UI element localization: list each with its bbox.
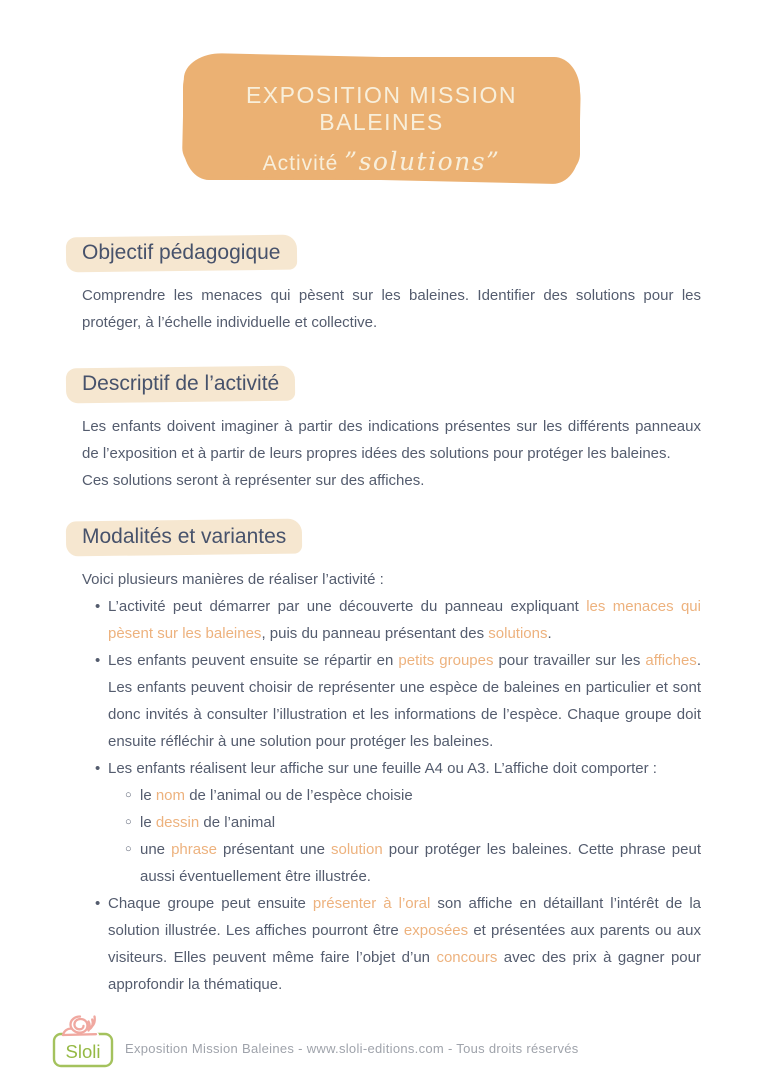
descriptif-paragraph-2: Ces solutions seront à représenter sur des affiches. bbox=[82, 472, 425, 489]
footer-credit: Exposition Mission Baleines - www.sloli-editions.com - Tous droits réservés bbox=[125, 1041, 579, 1056]
sub-list-item-2-text: le dessin de l’animal bbox=[140, 814, 276, 831]
heading-highlight: Descriptif de l’activité bbox=[82, 369, 279, 399]
sub-list-item-1-text: le nom de l’animal ou de l’espèce choisie bbox=[140, 787, 413, 804]
circle-bullet-icon bbox=[125, 809, 140, 836]
list-item-2 bbox=[82, 647, 701, 755]
circle-bullet-icon bbox=[125, 782, 140, 809]
section-modalites bbox=[82, 522, 701, 998]
bullet-icon bbox=[95, 647, 108, 755]
section-objectif-heading bbox=[82, 238, 701, 268]
document-subtitle bbox=[183, 147, 580, 176]
subtitle-script-word: ”solutions” bbox=[344, 147, 501, 176]
list-item-2-text: Les enfants peuvent ensuite se répartir en petits groupes pour travailler sur les affiches. Les enfants peuvent choisir de représenter une espèce de baleines en particulier et sont donc invités à consulter l’illustration et les informations de l’espèce. Chaque groupe doit ensuite réfléchir à une solution pour protéger les baleines. bbox=[108, 652, 701, 750]
section-modalites-heading bbox=[82, 522, 701, 552]
section-descriptif bbox=[82, 369, 701, 494]
list-item-4-text: Chaque groupe peut ensuite présenter à l’oral son affiche en détaillant l’intérêt de la solution illustrée. Les affiches pourront être exposées et présentées aux parents ou aux visiteurs. Elles peuvent même faire l’objet d’un concours avec des prix à gagner pour approfondir la thématique. bbox=[108, 895, 701, 993]
modalites-intro: Voici plusieurs manières de réaliser l’activité : bbox=[82, 571, 384, 588]
bullet-icon bbox=[95, 890, 108, 998]
logo-wordmark: Sloli bbox=[65, 1041, 101, 1062]
descriptif-paragraph-1: Les enfants doivent imaginer à partir des indications présentes sur les différents panneaux de l’exposition et à partir de leurs propres idées des solutions pour protéger les baleines. bbox=[82, 418, 701, 462]
sub-list-item-1 bbox=[82, 782, 701, 809]
subtitle-prefix: Activité bbox=[262, 152, 339, 175]
list-item-3-text: Les enfants réalisent leur affiche sur une feuille A4 ou A3. L’affiche doit comporter : bbox=[108, 760, 657, 777]
heading-highlight: Objectif pédagogique bbox=[82, 238, 281, 268]
title-banner bbox=[183, 57, 580, 180]
sub-list-item-3 bbox=[82, 836, 701, 890]
list-item-1 bbox=[82, 593, 701, 647]
objectif-paragraph: Comprendre les menaces qui pèsent sur les baleines. Identifier des solutions pour les protéger, à l’échelle individuelle et collective. bbox=[82, 287, 701, 331]
sub-list-item-2 bbox=[82, 809, 701, 836]
document-title: EXPOSITION MISSION BALEINES bbox=[245, 82, 518, 135]
list-item-3 bbox=[82, 755, 701, 782]
section-objectif bbox=[82, 238, 701, 336]
list-item-4 bbox=[82, 890, 701, 998]
bullet-icon bbox=[95, 755, 108, 782]
section-descriptif-heading bbox=[82, 369, 701, 399]
sub-list-item-3-text: une phrase présentant une solution pour protéger les baleines. Cette phrase peut aussi éventuellement être illustrée. bbox=[140, 841, 701, 885]
heading-highlight: Modalités et variantes bbox=[82, 522, 286, 552]
bullet-icon bbox=[95, 593, 108, 647]
circle-bullet-icon bbox=[125, 836, 140, 890]
list-item-1-text: L’activité peut démarrer par une découverte du panneau expliquant les menaces qui pèsent sur les baleines, puis du panneau présentant des solutions. bbox=[108, 598, 701, 642]
sloli-snail-logo bbox=[50, 1008, 118, 1070]
